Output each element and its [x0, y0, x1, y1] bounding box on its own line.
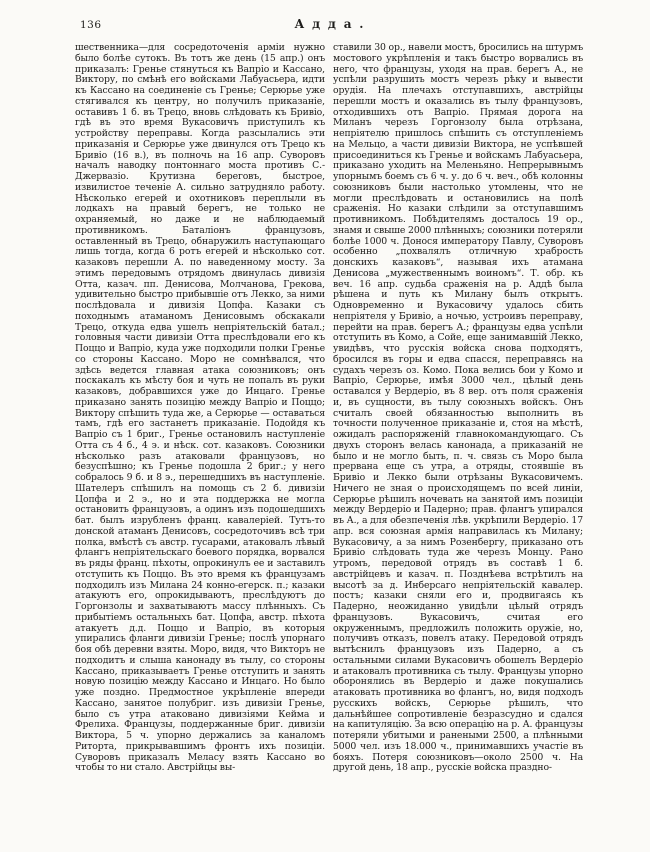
column-layout: [75, 43, 583, 799]
page-number: 136: [80, 19, 102, 31]
running-head-title: Адда.: [294, 17, 372, 31]
text-column-left: шественника—для сосредоточенія арміи нужно было болѣе сутокъ. Въ тотъ же день (15 апр.) онъ приказалъ: Гренье стянуться къ Вапріо и Кассано, Виктору, по смѣнѣ его войсками Лабуасьера, идти къ Кассано на соединеніе съ Гренье; Серюрье уже стягивался къ центру, но получилъ приказаніе, оставивъ 1 б. въ Трецо, вновь слѣдовать къ Бривіо, гдѣ въ это время Вукасовичъ приступилъ къ устройству переправы. Когда разсылались эти приказанія и Серюрье уже двинулся отъ Трецо къ Бривіо (16 в.), въ полночь на 16 апр. Суворовъ началъ наводку понтоннаго моста противъ С.-Джервазіо. Крутизна береговъ, быстрое, извилистое теченіе А. сильно затрудняло работу. Нѣсколько егерей и охотниковъ переплыли въ лодкахъ на правый берегъ, не только не охраняемый, но даже и не наблюдаемый противникомъ. Баталіонъ французовъ, оставленный въ Трецо, обнаружилъ наступающаго лишь тогда, когда 6 ротъ егерей и нѣсколько сот. казаковъ перешли А. по наведенному мосту. За этимъ передовымъ отрядомъ двинулась дивизія Отта, казач. пп. Денисова, Молчанова, Грекова, удивительно быстро прибывшіе отъ Лекко, за ними послѣдовала и дивизія Цопфа. Казаки съ походнымъ атаманомъ Денисовымъ обскакали Трецо, откуда едва ушелъ непріятельскій батал.; головныя части дивизіи Отта преслѣдовали его къ Поццо и Вапріо, куда уже подходили полки Гренье со стороны Кассано. Моро не сомнѣвался, что здѣсь ведется главная атака союзниковъ; онъ поскакалъ къ мѣсту боя и чуть не попалъ въ руки казаковъ, добравшихся уже до Инцаго. Гренье приказано занять позицію между Вапріо и Поццо; Виктору спѣшить туда же, а Серюрье — оставаться тамъ, гдѣ его застанетъ приказаніе. Подойдя къ Вапріо съ 1 бриг., Гренье остановилъ наступленіе Отта съ 4 б., 4 э. и нѣск. сот. казаковъ. Союзники нѣсколько разъ атаковали французовъ, но безуспѣшно; къ Гренье подошла 2 бриг.; у него собралось 9 б. и 8 э., перешедшихъ въ наступленіе. Шателеръ спѣшилъ на помощь съ 2 б. дивизіи Цопфа и 2 э., но и эта поддержка не могла остановить французовъ, а одинъ изъ подошедшихъ бат. былъ изрубленъ франц. кавалеріей. Тутъ-то донской атаманъ Денисовъ, сосредоточивъ всѣ три полка, вмѣстѣ съ австр. гусарами, атаковалъ лѣвый флангъ непріятельскаго боевого порядка, ворвался въ ряды франц. пѣхоты, опрокинулъ ее и заставилъ отступить къ Поццо. Въ это время къ французамъ подходилъ изъ Милана 24 конно-егерск. п.; казаки атакуютъ его, опрокидываютъ, преслѣдуютъ до Горгонзолы и захватываютъ массу плѣнныхъ. Съ прибытіемъ остальныхъ бат. Цопфа, австр. пѣхота атакуетъ д.д. Поццо и Вапріо, въ которыя упирались фланги дивизіи Гренье; послѣ упорнаго боя обѣ деревни взяты. Моро, видя, что Викторъ не подходитъ и слыша канонаду въ тылу, со стороны Кассано, приказываетъ Гренье отступить и занять новую позицію между Кассано и Инцаго. Но было уже поздно. Предмостное укрѣпленіе впереди Кассано, занятое полубриг. изъ дивизіи Гренье, было съ утра атаковано дивизіями Кейма и Фрелиха. Французы, поддержанные бриг. дивизіи Виктора, 5 ч. упорно держались за каналомъ Риторта, прикрывавшимъ фронтъ ихъ позиціи. Суворовъ приказалъ Меласу взять Кассано во чтобы то ни стало. Австрійцы вы-: [75, 43, 325, 774]
text-column-right: ставили 30 ор., навели мостъ, бросились на штурмъ мостового укрѣпленія и такъ быстро ворвались въ него, что французы, уходя на прав. берегъ А., не успѣли разрушить мостъ черезъ рѣку и вывести орудія. На плечахъ отступавшихъ, австрійцы перешли мостъ и оказались въ тылу французовъ, отходившихъ отъ Вапріо. Прямая дорога на Миланъ черезъ Горгонзолу была отрѣзана, непріятелю пришлось спѣшить съ отступленіемъ на Мельцо, а части дивизіи Виктора, не успѣвшей присоединиться къ Гренье и войскамъ Лабуасьера, приказано уходить на Меленьяно. Непрерывнымъ упорнымъ боемъ съ 6 ч. у. до 6 ч. веч., обѣ колонны союзниковъ были настолько утомлены, что не могли преслѣдовать и остановились на полѣ сраженія. Но казаки слѣдили за отступавшимъ противникомъ. Побѣдителямъ досталось 19 ор., знамя и свыше 2000 плѣнныхъ; союзники потеряли болѣе 1000 ч. Донося императору Павлу, Суворовъ особенно „похвалялъ отличную храбрость донскихъ казаковъ“, называя ихъ атамана Денисова „мужественнымъ воиномъ“. Т. обр. къ веч. 16 апр. судьба сраженія на р. Аддѣ была рѣшена и путь къ Милану былъ открытъ. Одновременно и Вукасовичу удалось сбить непріятеля у Бривіо, а ночью, устроивъ переправу, перейти на прав. берегъ А.; французы едва успѣли отступить въ Комо, а Сойе, еще занимавшій Лекко, увидѣвъ, что русскія войска снова подходятъ, бросился въ горы и едва спасся, переправясь на судахъ черезъ оз. Комо. Пока велись бои у Комо и Вапріо, Серюрье, имѣя 3000 чел., цѣлый день оставался у Вердеріо, въ 8 вер. отъ поля сраженія и, въ сущности, въ тылу союзныхъ войскъ. Онъ считалъ своей обязанностью выполнить въ точности полученное приказаніе и, стоя на мѣстѣ, ожидалъ распоряженій главнокомандующаго. Съ двухъ сторонъ велась канонада, а приказаній не было и не могло быть, п. ч. связь съ Моро была прервана еще съ утра, а отряды, стоявшіе въ Бривіо и Лекко были отрѣзаны Вукасовичемъ. Ничего не зная о происходящемъ по всей линіи, Серюрье рѣшилъ ночевать на занятой имъ позиціи между Вердеріо и Падерно; прав. флангъ упирался въ А., а для обезпеченія лѣв. укрѣпили Вердеріо. 17 апр. вся союзная армія направилась къ Милану; Вукасовичу, а за нимъ Розенбергу, приказано отъ Бривіо слѣдовать туда же черезъ Монцу. Рано утромъ, передовой отрядъ въ составѣ 1 б. австрійцевъ и казач. п. Позднѣева встрѣтилъ на высотѣ за д. Инберсаго непріятельскій кавалер. постъ; казаки сняли его и, продвигаясь къ Падерно, неожиданно увидѣли цѣлый отрядъ французовъ. Вукасовичъ, считая его окруженнымъ, предложилъ положить оружіе, но, получивъ отказъ, повелъ атаку. Передовой отрядъ вытѣснилъ французовъ изъ Падерно, а съ остальными силами Вукасовичъ обошелъ Вердеріо и атаковалъ противника съ тылу. Французы упорно оборонялись въ Вердеріо и даже покушались атаковать противника во флангъ, но, видя подходъ русскихъ войскъ, Серюрье рѣшилъ, что дальнѣйшее сопротивленіе безразсудно и сдался на капитуляцію. За всю операцію на р. А. французы потеряли убитыми и ранеными 2500, а плѣнными 5000 чел. изъ 18.000 ч., принимавшихъ участіе въ бояхъ. Потеря союзниковъ—около 2500 ч. На другой день, 18 апр., русскіе войска праздно-: [333, 43, 583, 774]
